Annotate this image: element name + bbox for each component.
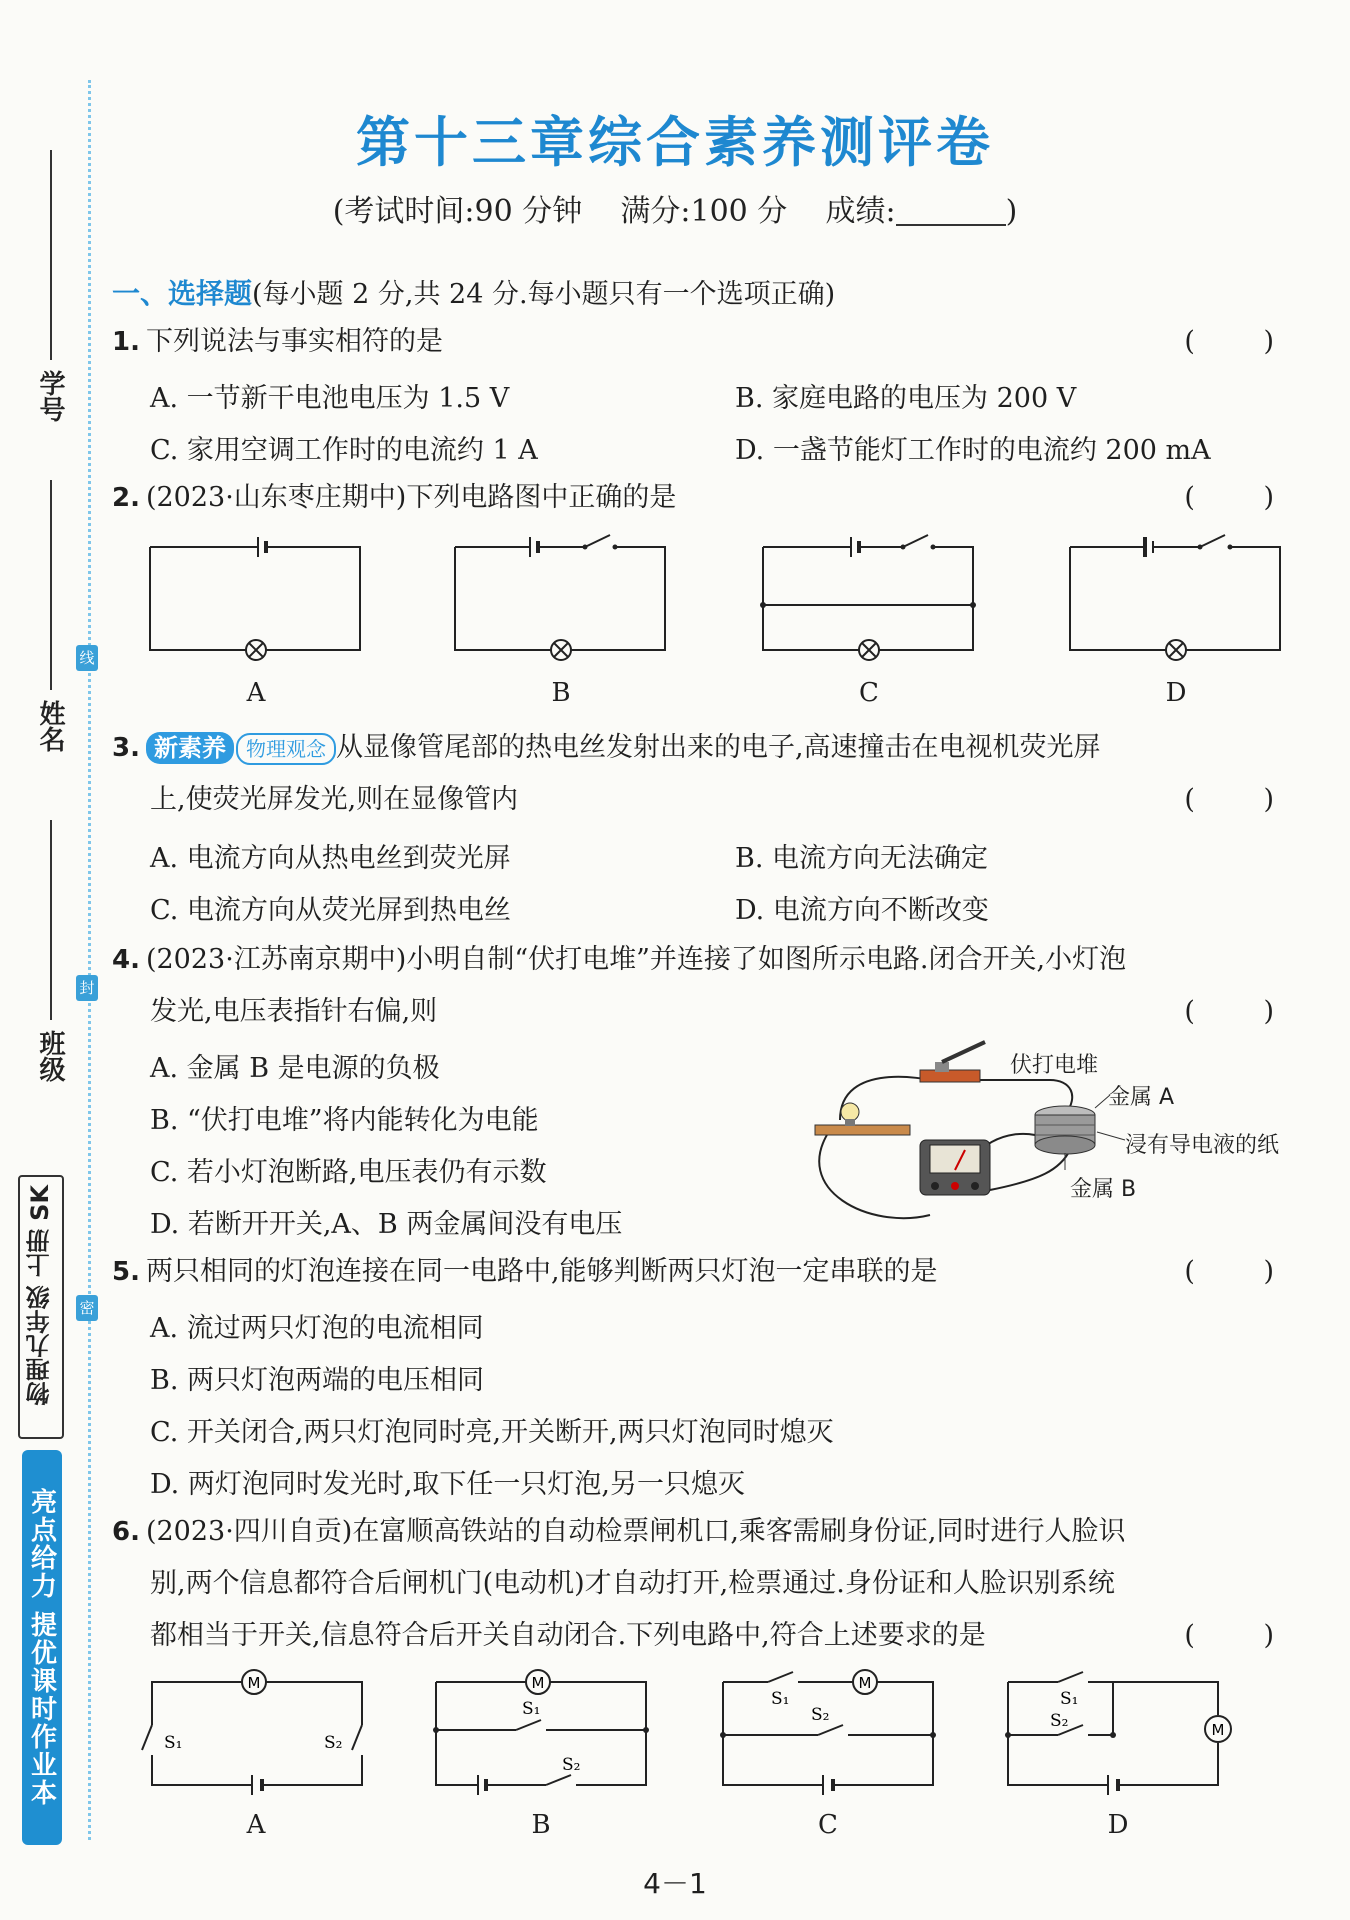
name-underline [50,480,52,690]
q5-stem [112,1252,938,1292]
q1-option-b[interactable]: B. 家庭电路的电压为 200 V [735,383,1077,414]
q1-number: 1. [112,327,140,357]
q6d-s1: S₁ [1060,1689,1079,1709]
q6d-motor: M [1211,1721,1225,1739]
q2-caption-b: B [551,678,571,708]
mark-mi: 密 [76,1295,98,1321]
student-id-label: 学号 [35,370,65,422]
q6c-motor: M [858,1674,872,1692]
q2-circuit-d [1070,535,1280,665]
q2-caption-d: D [1165,678,1187,708]
binding-margin [0,0,100,1920]
class-label: 班级 [35,1030,65,1082]
q2-caption-a: A [246,678,266,708]
q4-option-a[interactable]: A. 金属 B 是电源的负极 [150,1053,440,1084]
q6c-s2: S₂ [811,1705,830,1725]
q6b-motor: M [531,1674,545,1692]
q2-answer-blank[interactable]: ( ) [1184,482,1304,513]
section-note: (每小题 2 分,共 24 分.每小题只有一个选项正确) [252,279,836,310]
q1-answer-blank[interactable]: ( ) [1184,326,1304,357]
q3-option-d[interactable]: D. 电流方向不断改变 [735,895,989,926]
page-number: 4－1 [643,1867,707,1900]
q6-caption-c: C [818,1810,838,1840]
q1-option-c[interactable]: C. 家用空调工作时的电流约 1 A [150,435,538,466]
name-label: 姓名 [35,700,65,752]
q6-caption-d: D [1107,1810,1129,1840]
q5-option-a[interactable]: A. 流过两只灯泡的电流相同 [150,1313,484,1344]
q6-text-line1: (2023·四川自贡)在富顺高铁站的自动检票闸机口,乘客需刷身份证,同时进行人脸识 [145,1516,1126,1547]
q3-answer-blank[interactable]: ( ) [1184,784,1304,815]
q6a-motor: M [247,1674,261,1692]
full-score: 满分:100 分 [620,194,788,229]
mark-feng: 封 [76,975,98,1001]
tag-new-literacy: 新素养 [146,732,234,764]
section-title: 一、选择题 [112,277,253,310]
q5-option-d[interactable]: D. 两灯泡同时发光时,取下任一只灯泡,另一只熄灭 [150,1469,746,1500]
student-id-underline [50,150,52,360]
q2-circuit-a [150,535,360,665]
q5-option-b[interactable]: B. 两只灯泡两端的电压相同 [150,1365,485,1396]
q4-option-d[interactable]: D. 若断开开关,A、B 两金属间没有电压 [150,1209,623,1240]
q4-stem [112,940,1126,980]
mark-xian: 线 [76,645,98,671]
q5-option-c[interactable]: C. 开关闭合,两只灯泡同时亮,开关断开,两只灯泡同时熄灭 [150,1417,834,1448]
page-title: 第十三章综合素养测评卷 [356,111,994,174]
q4-label-metal-a: 金属 A [1108,1085,1175,1110]
q3-option-a[interactable]: A. 电流方向从热电丝到荧光屏 [150,843,511,874]
q4-label-paper: 浸有导电液的纸 [1125,1133,1280,1158]
q4-answer-blank[interactable]: ( ) [1184,996,1304,1027]
q2-stem [112,478,676,518]
q6-answer-blank[interactable]: ( ) [1184,1620,1304,1651]
q6-caption-a: A [246,1810,266,1840]
class-underline [50,820,52,1020]
score-blank[interactable] [896,200,1006,226]
q4-text-line2: 发光,电压表指针右偏,则 [150,996,438,1027]
q5-answer-blank[interactable]: ( ) [1184,1256,1304,1287]
q2-caption-c: C [859,678,879,708]
q3-option-c[interactable]: C. 电流方向从荧光屏到热电丝 [150,895,511,926]
q5-text: 两只相同的灯泡连接在同一电路中,能够判断两只灯泡一定串联的是 [145,1256,938,1287]
cut-line [88,80,91,1840]
q2-text: (2023·山东枣庄期中)下列电路图中正确的是 [145,482,677,513]
section-heading [112,272,835,312]
q6b-s1: S₁ [522,1699,541,1719]
close-paren: ) [1005,194,1018,229]
q4-option-c[interactable]: C. 若小灯泡断路,电压表仍有示数 [150,1157,547,1188]
q3-text-line1: 从显像管尾部的热电丝发射出来的电子,高速撞击在电视机荧光屏 [335,732,1101,763]
exam-time: (考试时间:90 分钟 [332,194,583,229]
q4-text-line1: (2023·江苏南京期中)小明自制“伏打电堆”并连接了如图所示电路.闭合开关,小灯泡 [145,944,1127,975]
q4-label-pile: 伏打电堆 [1010,1053,1099,1078]
q3-number: 3. [112,733,140,763]
tag-physics-concept: 物理观念 [236,733,336,765]
q4-option-b[interactable]: B. “伏打电堆”将内能转化为电能 [150,1105,539,1136]
q6-circuit-a [152,1670,362,1800]
q3-stem [112,728,1101,768]
q5-number: 5. [112,1257,140,1287]
q1-option-a[interactable]: A. 一节新干电池电压为 1.5 V [150,383,510,414]
q6-text-line2: 别,两个信息都符合后闸机门(电动机)才自动打开,检票通过.身份证和人脸识别系统 [150,1568,1115,1599]
q6c-s1: S₁ [771,1689,790,1709]
q3-text-line2: 上,使荧光屏发光,则在显像管内 [150,784,519,815]
q2-circuit-b [455,535,665,665]
q6b-s2: S₂ [562,1755,581,1775]
q6-stem [112,1512,1126,1552]
q6-number: 6. [112,1517,140,1547]
q1-stem [112,322,443,362]
q3-option-b[interactable]: B. 电流方向无法确定 [735,843,989,874]
q6-circuit-b [436,1670,646,1800]
q6-circuit-c [723,1670,933,1800]
q6-text-line3: 都相当于开关,信息符合后开关自动闭合.下列电路中,符合上述要求的是 [150,1620,986,1651]
q4-label-metal-b: 金属 B [1070,1177,1137,1202]
q1-option-d[interactable]: D. 一盏节能灯工作时的电流约 200 mA [735,435,1211,466]
q6a-s1: S₁ [164,1733,183,1753]
brand-banner: 亮点给力 提优课时作业本 [22,1450,62,1845]
exam-info [0,186,1350,230]
q6d-s2: S₂ [1050,1711,1069,1731]
q1-text: 下列说法与事实相符的是 [145,326,443,357]
q2-number: 2. [112,483,140,513]
q6-circuit-d [1008,1670,1225,1800]
q4-number: 4. [112,945,140,975]
score-label: 成绩: [825,194,896,229]
q2-circuit-c [763,535,973,665]
q6a-s2: S₂ [324,1733,343,1753]
q6-caption-b: B [531,1810,551,1840]
book-grade: 物理九年级 上册 SK [26,1185,54,1406]
